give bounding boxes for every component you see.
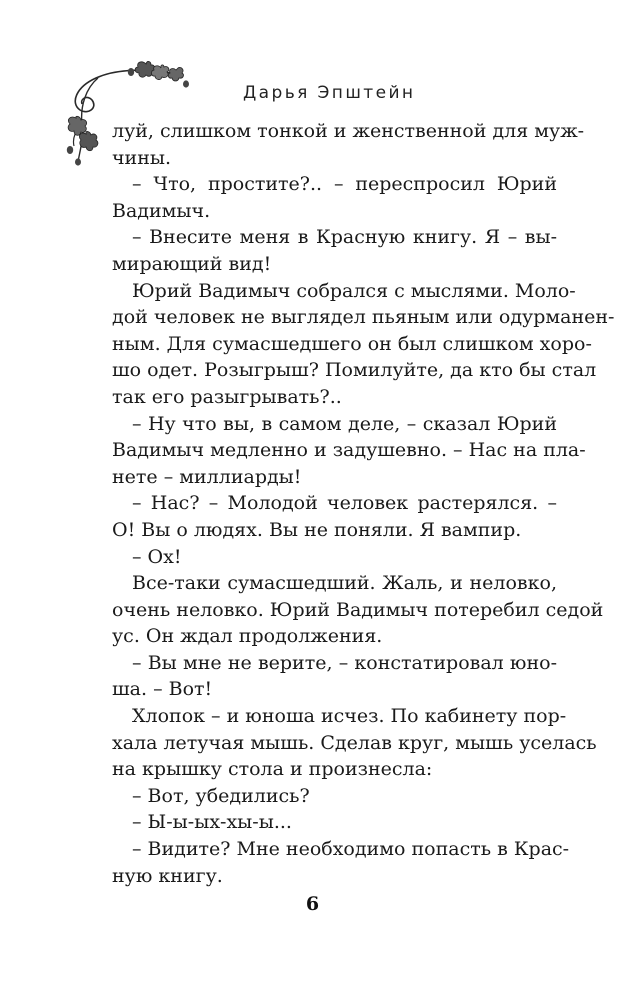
text-line: – Ох!	[132, 545, 182, 568]
text-line: чины.	[112, 146, 172, 169]
text-line: – Ы-ы-ых-хы-ы...	[132, 811, 292, 834]
text-line: луй, слишком тонкой и женственной для муж-	[112, 120, 585, 142]
text-line: Вадимыч.	[112, 199, 211, 222]
body-text	[112, 118, 615, 889]
text-line: мирающий вид!	[112, 252, 272, 275]
text-line: ным. Для сумасшедшего он был слишком хоро-	[112, 332, 592, 355]
page-number: 6	[305, 893, 320, 915]
text-line: на крышку стола и произнесла:	[112, 758, 433, 781]
text-line: Юрий Вадимыч собрался с мыслями. Моло-	[132, 279, 576, 302]
text-line: очень неловко. Юрий Вадимыч потеребил седой	[112, 598, 604, 621]
text-line: нете – миллиарды!	[112, 465, 302, 488]
text-line: – Внесите меня в Красную книгу. Я – вы-	[132, 226, 557, 249]
text-line: Хлопок – и юноша исчез. По кабинету пор-	[132, 705, 567, 728]
text-line: ус. Он ждал продолжения.	[112, 625, 383, 648]
text-line: Вадимыч медленно и задушевно. – Нас на пла-	[112, 439, 586, 462]
text-line: – Видите? Мне необходимо попасть в Крас-	[132, 838, 570, 861]
text-line: ную книгу.	[112, 864, 223, 887]
author-name: Дарья Эпштейн	[243, 83, 416, 103]
text-line: О! Вы о людях. Вы не поняли. Я вампир.	[112, 518, 522, 541]
text-line: – Что, простите?.. – переспросил Юрий	[132, 173, 557, 196]
text-line: дой человек не выглядел пьяным или одурманен-	[112, 306, 615, 329]
text-line: так его разыгрывать?..	[112, 385, 342, 408]
text-line: Все-таки сумасшедший. Жаль, и неловко,	[132, 572, 557, 595]
text-line: ша. – Вот!	[112, 678, 213, 701]
text-line: – Нас? – Молодой человек растерялся. –	[132, 492, 557, 515]
text-line: – Вы мне не верите, – констатировал юно-	[132, 651, 557, 674]
text-line: – Вот, убедились?	[132, 784, 310, 807]
text-line: хала летучая мышь. Сделав круг, мышь уселась	[112, 731, 597, 754]
text-line: шо одет. Розыгрыш? Помилуйте, да кто бы стал	[112, 359, 597, 382]
text-line: – Ну что вы, в самом деле, – сказал Юрий	[132, 412, 557, 435]
